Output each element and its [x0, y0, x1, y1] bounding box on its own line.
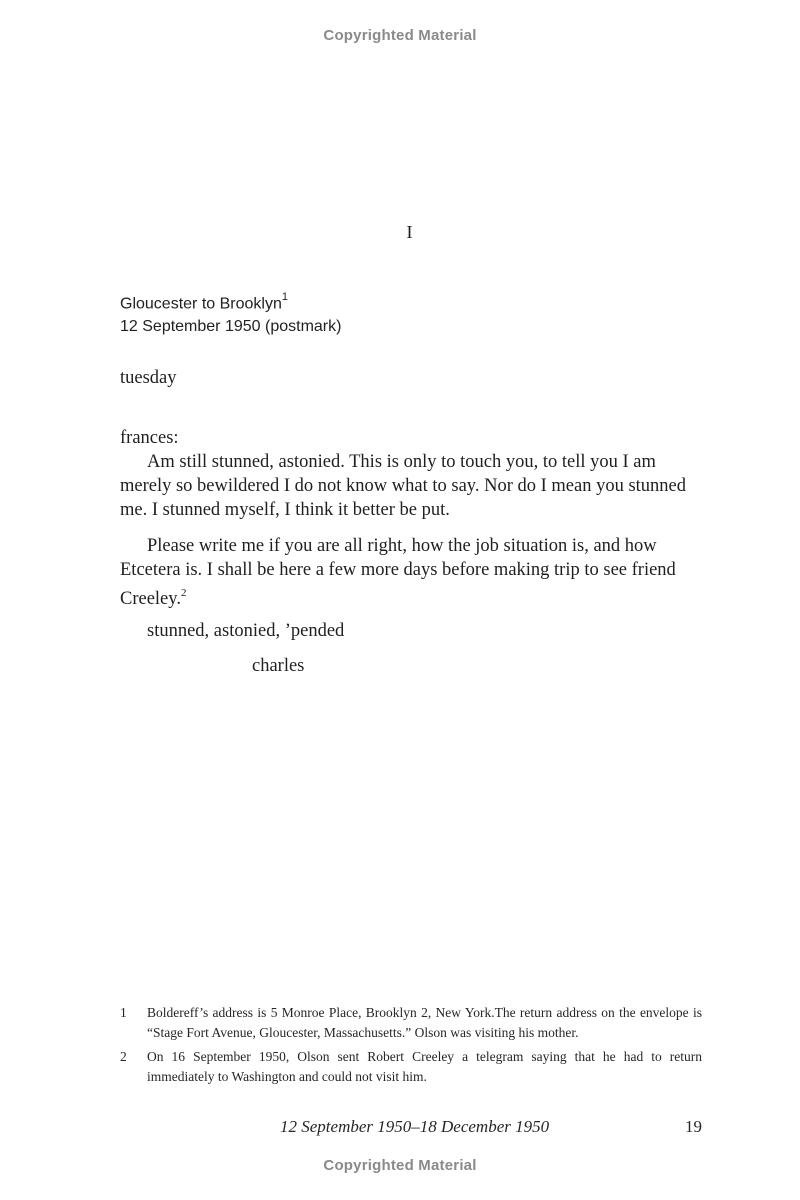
- signature-text: charles: [252, 656, 305, 676]
- letter-signature: [120, 654, 705, 678]
- footnote-ref-2: 2: [180, 587, 187, 599]
- letter-closing: [120, 619, 705, 643]
- copyright-watermark-top: Copyrighted Material: [323, 27, 477, 44]
- chapter-number: I: [406, 222, 414, 242]
- footnotes: [120, 1003, 702, 1091]
- footnote-text: On 16 September 1950, Olson sent Robert Creeley a telegram saying that he had to return immediately to Washington and could not visit him.: [147, 1049, 702, 1084]
- route-text: Gloucester to Brooklyn: [120, 295, 282, 313]
- footnote-ref-1: 1: [281, 291, 288, 303]
- running-footer-date-range: 12 September 1950–18 December 1950: [280, 1117, 550, 1136]
- paragraph-2-body: Please write me if you are all right, how the job situation is, and how Etcetera is. I shall be here a few more days before making trip to see friend Creeley.: [120, 536, 676, 610]
- closing-text: stunned, astonied, ’pended: [147, 621, 345, 641]
- page-number: 19: [685, 1117, 702, 1136]
- letter-salutation: frances:: [120, 428, 179, 448]
- letter-paragraph-2: [120, 534, 705, 611]
- paragraph-2-text: [120, 534, 705, 611]
- footnote-text: Boldereff’s address is 5 Monroe Place, Brooklyn 2, New York.The return address on the envelope is “Stage Fort Avenue, Gloucester, Massachusetts.” Olson was visiting his mother.: [147, 1005, 702, 1040]
- footnote: [120, 1047, 702, 1087]
- footnote-number: 1: [120, 1005, 127, 1020]
- letter-route-heading: [120, 293, 288, 313]
- letter-paragraph-1: [120, 450, 705, 522]
- copyright-watermark-bottom: Copyrighted Material: [323, 1157, 477, 1174]
- footnote-number: 2: [120, 1049, 127, 1064]
- paragraph-1-text: Am still stunned, astonied. This is only to touch you, to tell you I am merely so bewildered I do not know what to say. Nor do I mean you stunned me. I stunned myself, I think it better be put.: [120, 452, 687, 520]
- footnote: [120, 1003, 702, 1043]
- letter-day: tuesday: [120, 368, 177, 388]
- letter-date-heading: 12 September 1950 (postmark): [120, 318, 342, 335]
